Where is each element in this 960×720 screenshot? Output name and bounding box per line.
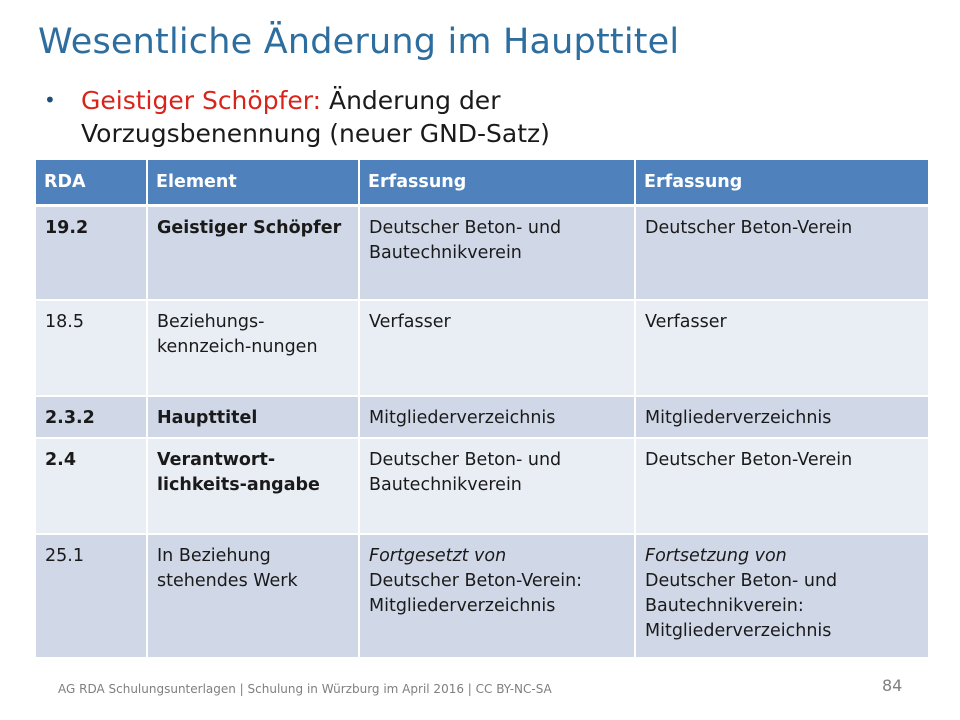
cell-erfassung-old [359, 534, 635, 658]
header-erfassung-old: Erfassung [359, 160, 635, 206]
table-row [36, 300, 928, 396]
cell-erfassung-new: Deutscher Beton-Verein [635, 206, 928, 300]
bullet-highlight: Geistiger Schöpfer: [81, 86, 322, 115]
cell-element: Beziehungs-kennzeich-nungen [147, 300, 359, 396]
rda-table [36, 160, 928, 659]
cell-erfassung-old: Deutscher Beton- und Bautechnikverein [359, 438, 635, 534]
bullet-text [81, 84, 741, 150]
cell-rda: 25.1 [36, 534, 147, 658]
cell-element: In Beziehung stehendes Werk [147, 534, 359, 658]
cell-rda: 2.3.2 [36, 396, 147, 438]
page-number: 84 [882, 676, 903, 695]
cell-erfassung-old: Verfasser [359, 300, 635, 396]
cell-element: Verantwort-lichkeits-angabe [147, 438, 359, 534]
header-element: Element [147, 160, 359, 206]
slide-title: Wesentliche Änderung im Haupttitel [38, 22, 680, 62]
cell-erfassung-old: Deutscher Beton- und Bautechnikverein [359, 206, 635, 300]
cell-erfassung-old: Mitgliederverzeichnis [359, 396, 635, 438]
cell-rda: 2.4 [36, 438, 147, 534]
cell-rda: 19.2 [36, 206, 147, 300]
bullet-marker: • [44, 88, 56, 112]
table-row [36, 396, 928, 438]
cell-element: Geistiger Schöpfer [147, 206, 359, 300]
cell-element: Haupttitel [147, 396, 359, 438]
table-row [36, 534, 928, 658]
cell-erfassung-new [635, 534, 928, 658]
table-header-row [36, 160, 928, 206]
header-erfassung-new: Erfassung [635, 160, 928, 206]
cell-rda: 18.5 [36, 300, 147, 396]
bullet-rest: Änderung der Vorzugsbenennung (neuer GND-Satz) [81, 86, 550, 148]
table-row [36, 206, 928, 300]
table-row [36, 438, 928, 534]
relation-designator: Fortgesetzt von [369, 545, 507, 566]
cell-erfassung-new: Mitgliederverzeichnis [635, 396, 928, 438]
footer-text: AG RDA Schulungsunterlagen | Schulung in Würzburg im April 2016 | CC BY-NC-SA [58, 682, 552, 696]
header-rda: RDA [36, 160, 147, 206]
cell-erfassung-new: Deutscher Beton-Verein [635, 438, 928, 534]
relation-target: Deutscher Beton- und Bautechnikverein: Mitgliederverzeichnis [645, 570, 838, 641]
relation-designator: Fortsetzung von [645, 545, 787, 566]
cell-erfassung-new: Verfasser [635, 300, 928, 396]
relation-target: Deutscher Beton-Verein: Mitgliederverzeichnis [369, 570, 583, 616]
